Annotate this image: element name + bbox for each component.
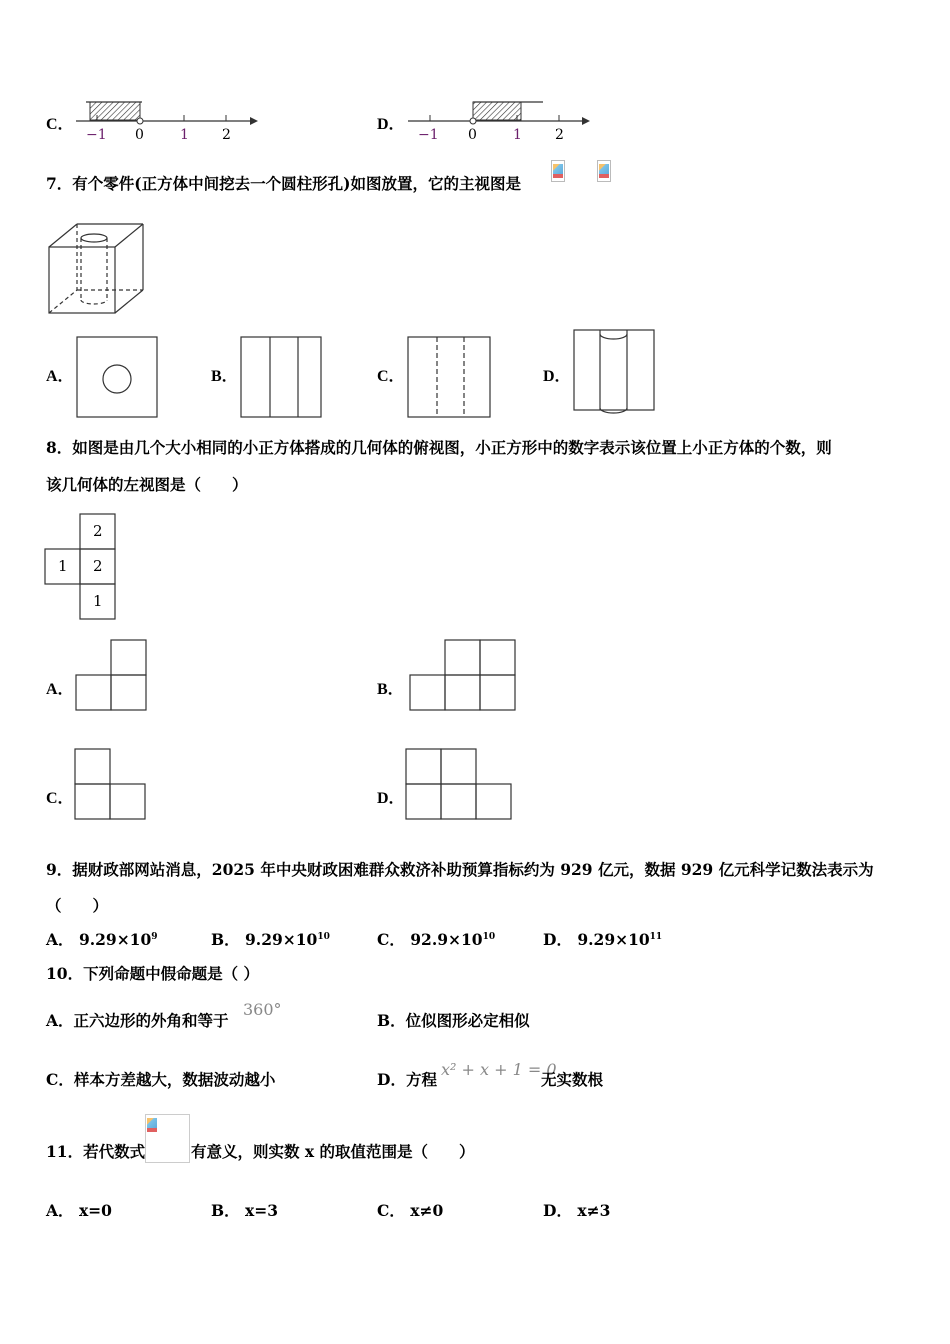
q11-option-b: B． x=3 — [211, 1201, 279, 1220]
q7-option-b-label: B． — [211, 368, 238, 385]
q10-option-d-post: 无实数根 — [541, 1070, 604, 1089]
q6-c-tick-2: 2 — [222, 127, 231, 143]
broken-image-icon — [146, 1115, 160, 1137]
q10-stem: 10．下列命题中假命题是（ ） — [46, 964, 259, 983]
q8-grid-cell-bottom: 1 — [93, 592, 103, 610]
q9-option-b: B． $9.29\times 10^{10}$ — [211, 930, 330, 949]
q11-option-d: D． x≠3 — [543, 1201, 611, 1220]
q6-c-tick-neg1: −1 — [86, 127, 107, 143]
q6-d-tick-1: 1 — [513, 127, 522, 143]
q7-option-d-label: D． — [543, 368, 571, 385]
q9-option-c: C． $92.9\times 10^{10}$ — [377, 930, 496, 949]
q9-stem-line2: （ ） — [46, 896, 109, 915]
q10-option-a: A．正六边形的外角和等于 — [46, 1011, 229, 1030]
q7-stem: 7．有个零件(正方体中间挖去一个圆柱形孔)如图放置，它的主视图是 — [46, 174, 521, 193]
q8-stem-line1: 8．如图是由几个大小相同的小正方体搭成的几何体的俯视图，小正方形中的数字表示该位置上小正方体的个数，则 — [46, 438, 832, 457]
q8-option-a-label: A． — [46, 681, 74, 698]
q6-d-tick-neg1: −1 — [418, 127, 439, 143]
q6-c-tick-0: 0 — [135, 127, 144, 143]
q6-d-tick-2: 2 — [555, 127, 564, 143]
q11-stem-pre: 11．若代数式 — [46, 1142, 146, 1161]
q9-stem-line1: 9．据财政部网站消息，2025 年中央财政困难群众救济补助预算指标约为 929 亿元，数据 929 亿元科学记数法表示为 — [46, 860, 874, 879]
q8-grid-cell-left: 1 — [58, 557, 68, 575]
q8-grid-cell-center: 2 — [93, 557, 103, 575]
q6-c-tick-1: 1 — [180, 127, 189, 143]
q9-option-d: D． $9.29\times 10^{11}$ — [543, 930, 663, 949]
q7-option-c-label: C． — [377, 368, 405, 385]
q10-option-b: B．位似图形必定相似 — [377, 1011, 530, 1030]
q11-stem-post: 有意义，则实数 x 的取值范围是（ ） — [191, 1142, 475, 1161]
q8-grid-cell-top: 2 — [93, 522, 103, 540]
q8-stem-line2: 该几何体的左视图是（ ） — [46, 475, 248, 494]
q8-option-c-label: C． — [46, 790, 74, 807]
q6-d-tick-0: 0 — [468, 127, 477, 143]
q9-option-a: A． $9.29\times 10^9$ — [46, 930, 158, 949]
q11-expression-image — [145, 1114, 190, 1163]
q6-option-c-label: C． — [46, 116, 74, 133]
q11-option-c: C． x≠0 — [377, 1201, 444, 1220]
q7-option-a-label: A． — [46, 368, 74, 385]
q6-option-d-label: D． — [377, 116, 405, 133]
q10-option-c: C．样本方差越大，数据波动越小 — [46, 1070, 276, 1089]
q8-option-b-label: B． — [377, 681, 404, 698]
q10-option-a-formula: 360° — [243, 1000, 282, 1019]
q11-option-a: A． x=0 — [46, 1201, 112, 1220]
q8-option-d-label: D． — [377, 790, 405, 807]
q10-option-d-pre: D．方程 — [377, 1070, 437, 1089]
q10-option-d-formula: x² + x + 1 = 0 — [441, 1060, 557, 1079]
